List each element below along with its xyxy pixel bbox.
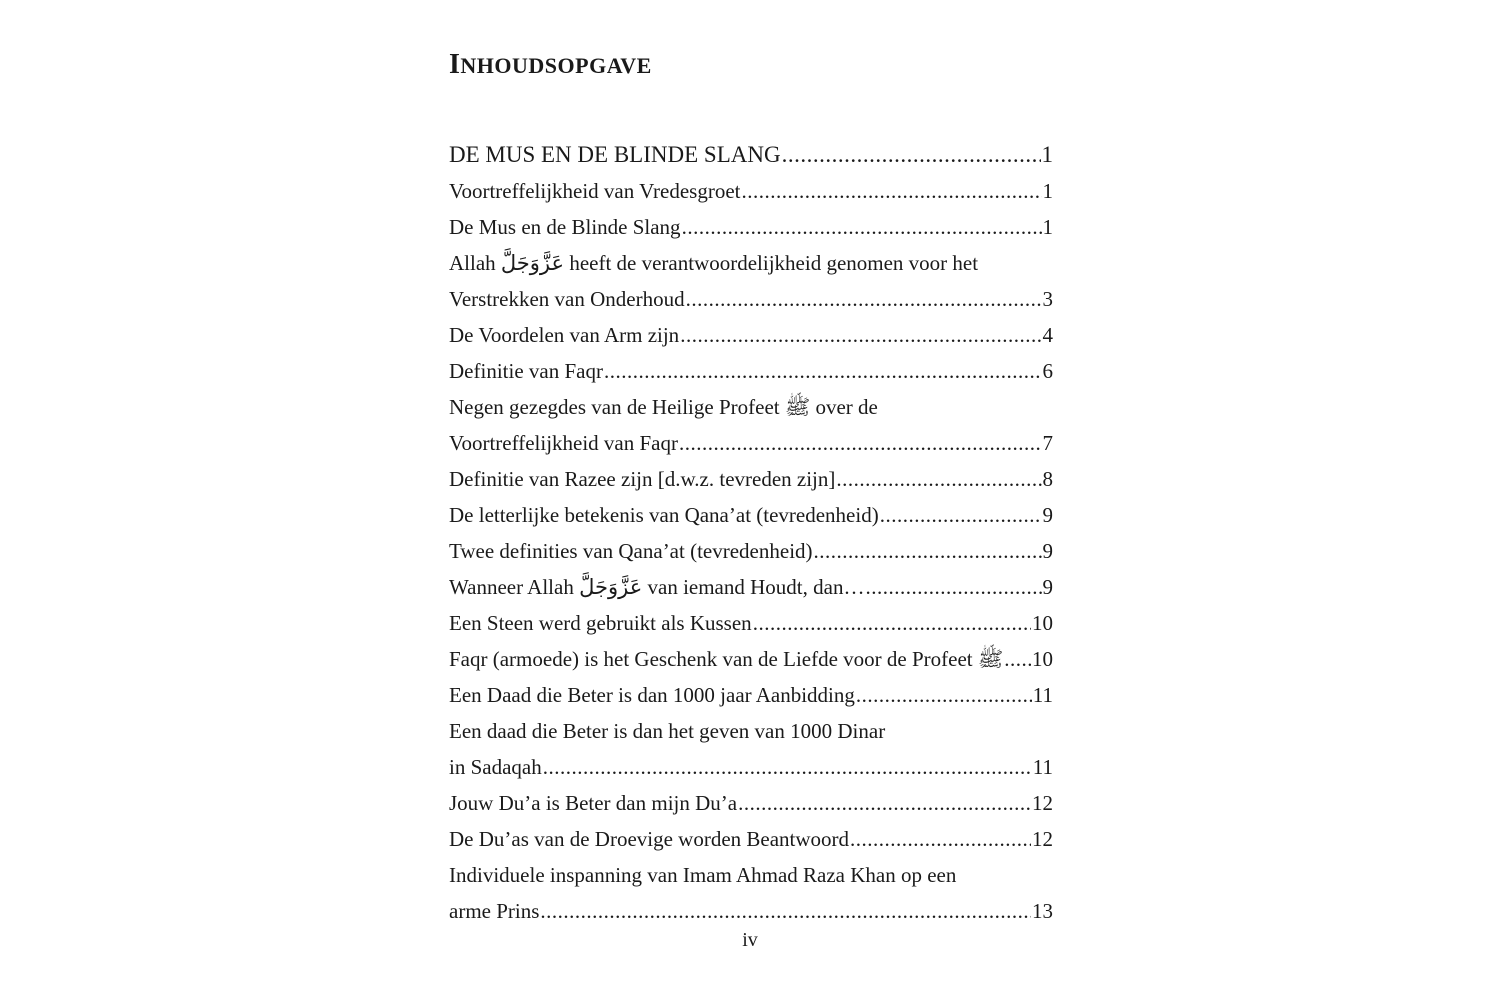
toc-entry[interactable] bbox=[449, 497, 1053, 533]
toc-entry-title: arme Prins bbox=[449, 899, 540, 923]
toc-entry-title: Individuele inspanning van Imam Ahmad Raza Khan op een bbox=[449, 863, 957, 887]
toc-entry-title: De Voordelen van Arm zijn bbox=[449, 323, 680, 347]
toc-entry-page: 7 bbox=[1042, 431, 1053, 455]
toc-dot-leader bbox=[856, 677, 1032, 713]
toc-entry-page: 11 bbox=[1032, 755, 1053, 779]
toc-dot-leader bbox=[836, 461, 1041, 497]
toc-dot-leader bbox=[782, 137, 1041, 173]
toc-entry[interactable] bbox=[449, 317, 1053, 353]
toc-dot-leader bbox=[604, 353, 1042, 389]
toc-entry[interactable] bbox=[449, 785, 1053, 821]
toc-entry-page: 11 bbox=[1032, 683, 1053, 707]
toc-entry-page: 1 bbox=[1041, 142, 1053, 167]
toc-dot-leader bbox=[865, 569, 1041, 605]
toc-entry-page: 12 bbox=[1032, 791, 1053, 815]
toc-entry[interactable] bbox=[449, 893, 1053, 929]
toc-entry-page: 12 bbox=[1032, 827, 1053, 851]
toc-dot-leader bbox=[1004, 641, 1031, 677]
toc-entry-page: 1 bbox=[1042, 179, 1053, 203]
toc-entry-title: Voortreffelijkheid van Faqr bbox=[449, 431, 679, 455]
toc-entry-title: De Mus en de Blinde Slang bbox=[449, 215, 681, 239]
toc-dot-leader bbox=[880, 497, 1042, 533]
toc-entry-title: DE MUS EN DE BLINDE SLANG bbox=[449, 142, 781, 167]
page-title-initial: I bbox=[449, 49, 461, 80]
toc-entry[interactable] bbox=[449, 857, 1053, 893]
toc-entry-title: Wanneer Allah عَزَّوَجَلَّ van iemand Houdt, dan… bbox=[449, 575, 865, 599]
toc-entry-page: 6 bbox=[1042, 359, 1053, 383]
toc-entry-title: Een daad die Beter is dan het geven van 1000 Dinar bbox=[449, 719, 886, 743]
toc-dot-leader bbox=[540, 893, 1031, 929]
table-of-contents bbox=[449, 137, 1053, 929]
toc-entry[interactable] bbox=[449, 389, 1053, 425]
toc-entry-title: Allah عَزَّوَجَلَّ heeft de verantwoordelijkheid genomen voor het bbox=[449, 251, 979, 275]
toc-entry-title: in Sadaqah bbox=[449, 755, 542, 779]
toc-dot-leader bbox=[682, 209, 1042, 245]
toc-entry-title: Een Steen werd gebruikt als Kussen bbox=[449, 611, 752, 635]
toc-dot-leader bbox=[679, 425, 1041, 461]
toc-entry-page: 9 bbox=[1042, 539, 1053, 563]
toc-dot-leader bbox=[753, 605, 1031, 641]
toc-entry-title: Faqr (armoede) is het Geschenk van de Liefde voor de Profeet ﷺ bbox=[449, 647, 1004, 671]
toc-dot-leader bbox=[814, 533, 1042, 569]
toc-entry-title: Voortreffelijkheid van Vredesgroet bbox=[449, 179, 741, 203]
page-title bbox=[449, 48, 652, 83]
toc-dot-leader bbox=[686, 281, 1042, 317]
toc-entry[interactable] bbox=[449, 713, 1053, 749]
toc-entry-page: 4 bbox=[1042, 323, 1053, 347]
toc-entry[interactable] bbox=[449, 821, 1053, 857]
toc-entry[interactable] bbox=[449, 749, 1053, 785]
toc-entry-page: 8 bbox=[1042, 467, 1053, 491]
page-title-rest: NHOUDSOPGAVE bbox=[460, 53, 652, 78]
toc-entry[interactable] bbox=[449, 677, 1053, 713]
toc-entry-title: Definitie van Faqr bbox=[449, 359, 603, 383]
toc-entry-page: 13 bbox=[1032, 899, 1053, 923]
toc-dot-leader bbox=[742, 173, 1042, 209]
toc-entry-page: 10 bbox=[1032, 611, 1053, 635]
toc-entry-page: 10 bbox=[1032, 647, 1053, 671]
toc-entry[interactable] bbox=[449, 569, 1053, 605]
page-number: iv bbox=[742, 929, 758, 951]
toc-entry-title: Een Daad die Beter is dan 1000 jaar Aanbidding bbox=[449, 683, 855, 707]
toc-entry[interactable] bbox=[449, 137, 1053, 173]
toc-entry-title: Negen gezegdes van de Heilige Profeet ﷺ over de bbox=[449, 395, 878, 419]
toc-dot-leader bbox=[543, 749, 1032, 785]
toc-entry[interactable] bbox=[449, 353, 1053, 389]
toc-entry-page: 3 bbox=[1042, 287, 1053, 311]
toc-dot-leader bbox=[850, 821, 1031, 857]
toc-entry-title: Verstrekken van Onderhoud bbox=[449, 287, 685, 311]
toc-entry[interactable] bbox=[449, 281, 1053, 317]
toc-entry-page: 9 bbox=[1042, 503, 1053, 527]
toc-entry[interactable] bbox=[449, 173, 1053, 209]
toc-entry[interactable] bbox=[449, 461, 1053, 497]
toc-entry[interactable] bbox=[449, 533, 1053, 569]
toc-dot-leader bbox=[680, 317, 1041, 353]
toc-entry-title: Twee definities van Qana’at (tevredenheid) bbox=[449, 539, 813, 563]
toc-entry-title: Definitie van Razee zijn [d.w.z. tevreden zijn] bbox=[449, 467, 836, 491]
toc-entry[interactable] bbox=[449, 641, 1053, 677]
toc-entry[interactable] bbox=[449, 209, 1053, 245]
toc-entry-title: De Du’as van de Droevige worden Beantwoord bbox=[449, 827, 850, 851]
toc-entry[interactable] bbox=[449, 245, 1053, 281]
toc-entry-title: Jouw Du’a is Beter dan mijn Du’a bbox=[449, 791, 738, 815]
toc-entry-page: 1 bbox=[1042, 215, 1053, 239]
toc-entry-title: De letterlijke betekenis van Qana’at (tevredenheid) bbox=[449, 503, 879, 527]
toc-dot-leader bbox=[738, 785, 1031, 821]
toc-entry[interactable] bbox=[449, 425, 1053, 461]
toc-entry[interactable] bbox=[449, 605, 1053, 641]
toc-entry-page: 9 bbox=[1042, 575, 1053, 599]
